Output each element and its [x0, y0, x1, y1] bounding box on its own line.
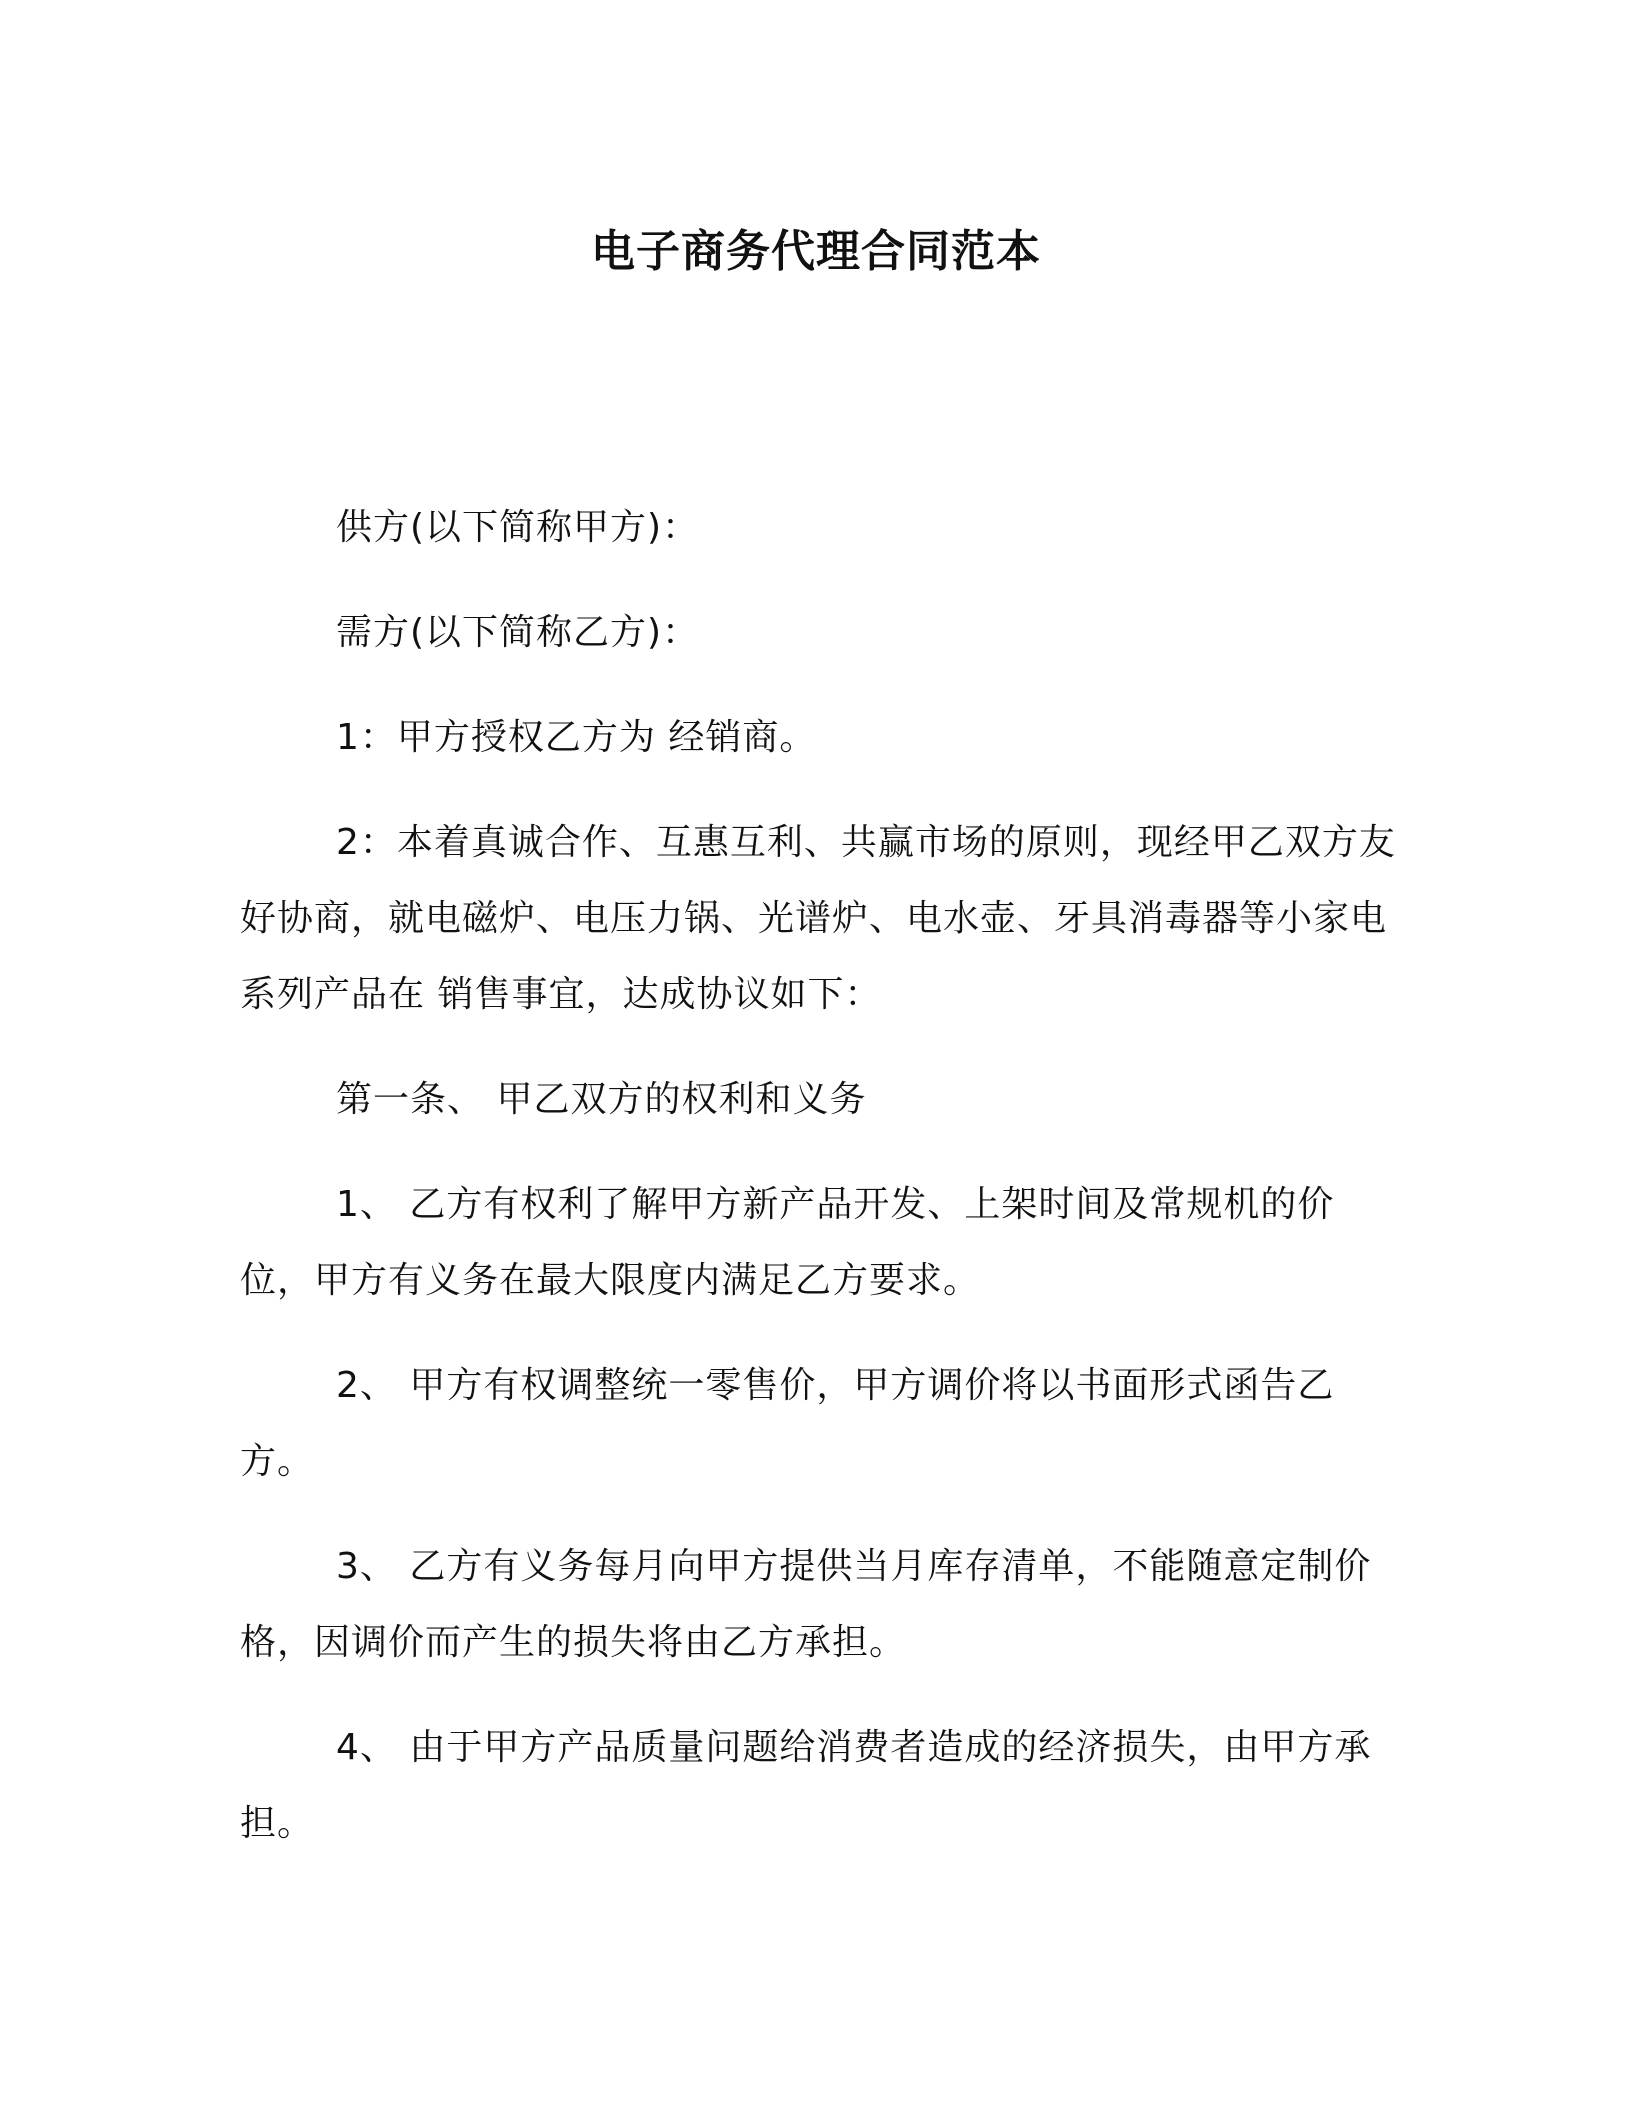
clause-2: 2：本着真诚合作、互惠互利、共赢市场的原则，现经甲乙双方友好协商，就电磁炉、电压力锅、光谱炉、电水壶、牙具消毒器等小家电系列产品在 销售事宜，达成协议如下：: [240, 822, 1396, 1015]
party-b-line: 需方(以下简称乙方)：: [336, 612, 700, 653]
article-1-item-4: 4、 由于甲方产品质量问题给消费者造成的经济损失，由甲方承担。: [240, 1727, 1372, 1844]
party-a-line: 供方(以下简称甲方)：: [336, 507, 700, 548]
clause-1: 1：甲方授权乙方为 经销商。: [336, 717, 817, 758]
article-1-item-3: 3、 乙方有义务每月向甲方提供当月库存清单，不能随意定制价格，因调价而产生的损失将由乙方承担。: [240, 1546, 1372, 1663]
document-title: 电子商务代理合同范本: [591, 226, 1041, 277]
article-1-heading: 第一条、 甲乙双方的权利和义务: [336, 1079, 867, 1120]
document-body: [240, 490, 1400, 1891]
article-1-item-2: 2、 甲方有权调整统一零售价，甲方调价将以书面形式函告乙方。: [240, 1365, 1335, 1482]
article-1-item-1: 1、 乙方有权利了解甲方新产品开发、上架时间及常规机的价位，甲方有义务在最大限度内满足乙方要求。: [240, 1184, 1335, 1301]
